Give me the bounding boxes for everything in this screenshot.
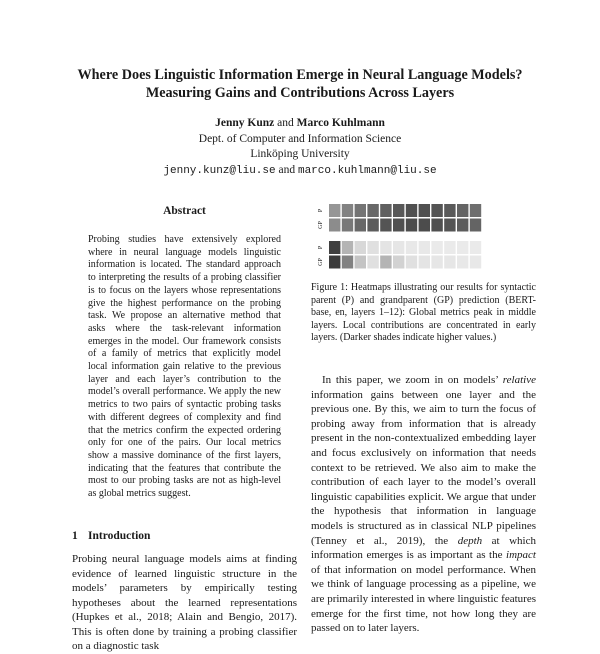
heatmap-cell bbox=[380, 219, 391, 232]
para-text-c: at which information emerges is as important as the bbox=[311, 534, 536, 562]
heatmap-cell bbox=[342, 241, 353, 254]
heatmap-cell bbox=[355, 219, 366, 232]
heatmap-cell bbox=[329, 241, 340, 254]
heatmap-cell bbox=[457, 219, 468, 232]
para-text-b: information gains between one layer and the previous one. By this, we aim to turn the focus of probing away from information that is already present in the non-contextualized embedding layer and focus exclusively on information that needs context to be retrieved. We also aim to make the contribution of each layer to the model’s overall linguistic capabilities explicit. We argue that under the hypothesis that information in language models is structured as in classical NLP pipelines (Tenney et al., 2019), the bbox=[311, 388, 536, 547]
email-1[interactable]: jenny.kunz@liu.se bbox=[163, 164, 276, 177]
email-2[interactable]: marco.kuhlmann@liu.se bbox=[297, 164, 437, 177]
heatmap-cell bbox=[393, 219, 404, 232]
heatmap-cell bbox=[457, 204, 468, 217]
heatmap-cell bbox=[470, 241, 481, 254]
heatmap-cell bbox=[419, 204, 430, 217]
heatmap-cell bbox=[342, 204, 353, 217]
heatmap-cells bbox=[329, 204, 481, 269]
section-heading-introduction bbox=[72, 530, 297, 542]
heatmap-cell bbox=[470, 204, 481, 217]
heatmap-cell bbox=[380, 256, 391, 269]
heatmap-cell bbox=[393, 256, 404, 269]
abstract-heading: Abstract bbox=[163, 205, 206, 217]
para-emphasis-relative: relative bbox=[502, 374, 536, 386]
heatmap-row-label: GP bbox=[318, 258, 324, 266]
heatmap-cell bbox=[355, 241, 366, 254]
title-line-2: Measuring Gains and Contributions Across Layers bbox=[145, 85, 455, 101]
heatmap-cell bbox=[367, 256, 378, 269]
heatmap-cell bbox=[419, 219, 430, 232]
heatmap-cell bbox=[367, 204, 378, 217]
author-and: and bbox=[277, 117, 294, 129]
email-and: and bbox=[278, 163, 296, 176]
heatmap-cell bbox=[431, 204, 442, 217]
affiliation-university: Linköping University bbox=[250, 148, 350, 160]
heatmap-cell bbox=[431, 219, 442, 232]
heatmap-cell bbox=[342, 256, 353, 269]
heatmap-cell bbox=[393, 204, 404, 217]
author-1: Jenny Kunz bbox=[215, 117, 275, 129]
heatmap-cell bbox=[342, 219, 353, 232]
para-text-d: of that information on model performance. When we think of language processing as a pipeline, we are primarily interested in where linguistic features emerge for the first time, not how long they are passed on to later layers. bbox=[311, 563, 536, 635]
heatmap-row-label: GP bbox=[318, 221, 324, 229]
heatmap-cell bbox=[367, 219, 378, 232]
heatmap-cell bbox=[380, 241, 391, 254]
heatmap-cell bbox=[329, 219, 340, 232]
heatmap-cell bbox=[367, 241, 378, 254]
heatmap-cell bbox=[406, 219, 417, 232]
paragraph-zoom-in bbox=[311, 373, 536, 636]
heatmap-cell bbox=[355, 256, 366, 269]
heatmap-cell bbox=[329, 256, 340, 269]
heatmap-cell bbox=[380, 204, 391, 217]
heatmap-cell bbox=[431, 241, 442, 254]
right-column-text bbox=[311, 373, 536, 636]
heatmap-row-labels bbox=[318, 208, 324, 266]
para-text-a: In this paper, we zoom in on models’ bbox=[322, 374, 503, 386]
author-2: Marco Kuhlmann bbox=[296, 117, 385, 129]
heatmap-cell bbox=[329, 204, 340, 217]
heatmap-cell bbox=[444, 256, 455, 269]
heatmap-cell bbox=[457, 241, 468, 254]
affiliation-dept: Dept. of Computer and Information Science bbox=[198, 132, 402, 145]
para-emphasis-impact: impact bbox=[506, 549, 536, 562]
heatmap-row-label: P bbox=[318, 245, 324, 250]
heatmap-cell bbox=[393, 241, 404, 254]
para-emphasis-depth: depth bbox=[457, 534, 483, 547]
heatmap-cell bbox=[457, 256, 468, 269]
section-number: 1 bbox=[72, 530, 78, 542]
abstract-text: Probing studies have extensively explored where in neural language models linguistic information is located. The standard approach to interpreting the results of a probing classifier is to focus on the layers whose representations give the highest performance on the probing task. We propose an alternative method that asks where the task-relevant information emerges in the model. Our framework consists of a family of metrics that explicitly model local information gain relative to the previous layer and each layer’s contribution to the model’s overall performance. We apply the new metrics to two pairs of syntactic probing tasks with different degrees of complexity and find that the metrics confirm the expected ordering only for one of the pairs. Our local metrics show a massive dominance of the first layers, indicating that the features that contribute the most to our probing tasks are not as high-level as global metrics suggest. bbox=[88, 234, 281, 500]
figure-caption: Figure 1: Heatmaps illustrating our results for syntactic parent (P) and grandparent (GP) prediction (BERT-base, en, layers 1–12): Global metrics peak in middle layers. Local contributions are concentrated in early layers. (Darker shades indicate higher values.) bbox=[311, 282, 536, 344]
author-names bbox=[40, 116, 560, 132]
heatmap-cell bbox=[444, 219, 455, 232]
heatmap-cell bbox=[406, 241, 417, 254]
author-emails bbox=[40, 163, 560, 180]
figure-heatmaps bbox=[311, 203, 536, 275]
heatmap-cell bbox=[431, 256, 442, 269]
heatmap-row-label: P bbox=[318, 208, 324, 213]
heatmap-cell bbox=[406, 256, 417, 269]
heatmap-cell bbox=[419, 241, 430, 254]
heatmap-cell bbox=[444, 204, 455, 217]
heatmap-cell bbox=[419, 256, 430, 269]
section-title: Introduction bbox=[88, 530, 151, 542]
title-line-1: Where Does Linguistic Information Emerge in Neural Language Models? bbox=[77, 67, 523, 83]
paper-title bbox=[40, 66, 560, 102]
heatmap-cell bbox=[355, 204, 366, 217]
introduction-text: Probing neural language models aims at finding evidence of learned linguistic structure in the models’ parameters by empirically testing hypotheses about the learned representations (Hupkes et al., 2018; Alain and Bengio, 2017). This is often done by training a probing classifier on a diagnostic task bbox=[72, 553, 297, 652]
heatmap-cell bbox=[444, 241, 455, 254]
heatmap-cell bbox=[470, 256, 481, 269]
heatmap-cell bbox=[406, 204, 417, 217]
heatmap-cell bbox=[470, 219, 481, 232]
author-block bbox=[40, 116, 560, 179]
